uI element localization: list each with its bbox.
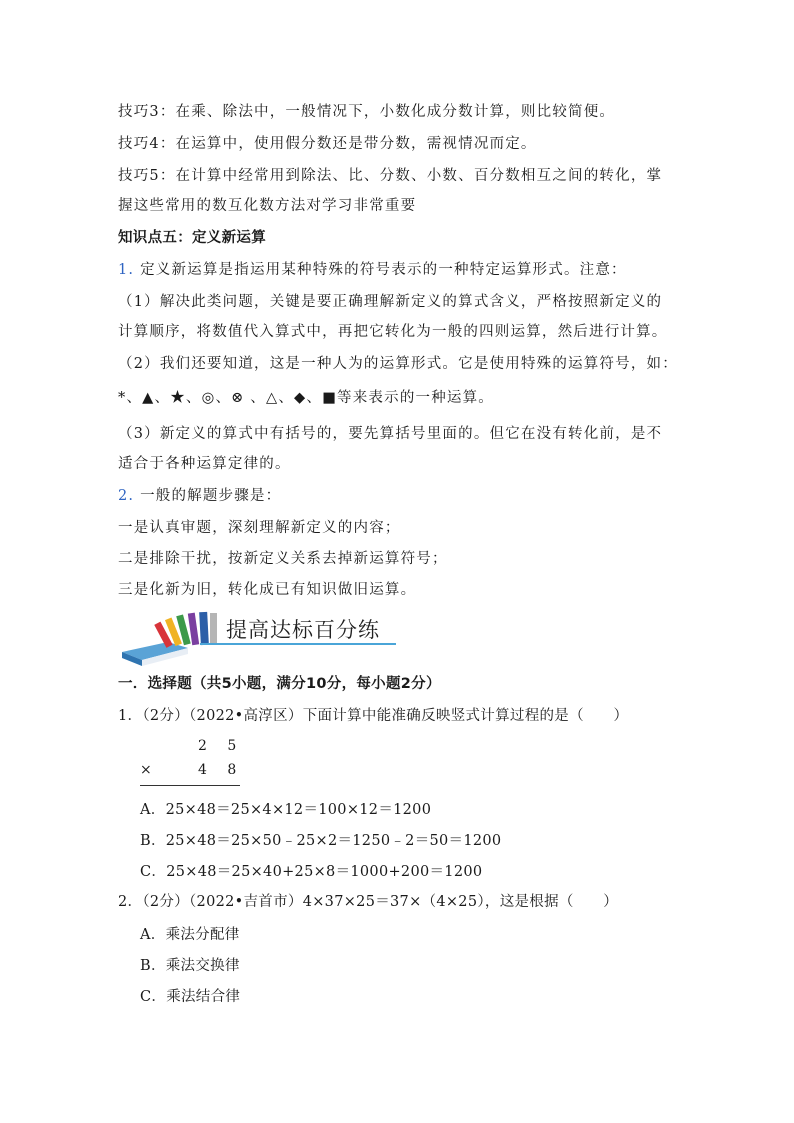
times-sign: × (140, 762, 160, 778)
question-2-option-b[interactable]: B．乘法交换律 (140, 958, 240, 974)
section-title: 一．选择题（共5小题，满分10分，每小题2分） (118, 676, 441, 692)
banner-underline (200, 643, 396, 645)
question-1-option-c[interactable]: C．25×48＝25×40+25×8＝1000+200＝1200 (140, 864, 483, 880)
tip-4: 技巧4：在运算中，使用假分数还是带分数，需视情况而定。 (118, 136, 537, 152)
point-1a-line-1: （1）解决此类问题，关键是要正确理解新定义的算式含义，严格按照新定义的 (118, 294, 663, 310)
point-1-number: 1. (118, 262, 135, 278)
banner-title: 提高达标百分练 (226, 618, 380, 642)
point-2-text: 一般的解题步骤是： (140, 488, 282, 504)
point-1c-line-1: （3）新定义的算式中有括号的，要先算括号里面的。但它在没有转化前，是不 (118, 426, 663, 442)
knowledge-heading: 知识点五：定义新运算 (118, 230, 266, 246)
point-2-number: 2. (118, 488, 135, 504)
point-2 (118, 486, 281, 506)
tip-5-line-1: 技巧5：在计算中经常用到除法、比、分数、小数、百分数相互之间的转化，掌 (118, 168, 663, 184)
question-2-stem: 2．（2分）（2022•吉首市）4×37×25＝37×（4×25），这是根据（ ） (118, 894, 619, 910)
point-1c-line-2: 适合于各种运算定律的。 (118, 456, 291, 472)
step-1: 一是认真审题，深刻理解新定义的内容； (118, 520, 401, 536)
question-2-option-a[interactable]: A．乘法分配律 (140, 927, 240, 943)
tip-5-line-2: 握这些常用的数互化数方法对学习非常重要 (118, 198, 417, 214)
question-1-stem: 1．（2分）（2022•高淳区）下面计算中能准确反映竖式计算过程的是（ ） (118, 708, 629, 724)
step-3: 三是化新为旧，转化成已有知识做旧运算。 (118, 582, 417, 598)
point-1b-line-2: *、▲、★、◎、⊗ 、△、◆、■等来表示的一种运算。 (118, 390, 495, 406)
point-1 (118, 260, 627, 280)
vertical-multiplication (140, 738, 250, 790)
point-1a-line-2: 计算顺序，将数值代入算式中，再把它转化为一般的四则运算，然后进行计算。 (118, 324, 668, 340)
question-2-option-c[interactable]: C．乘法结合律 (140, 989, 241, 1005)
point-1-text: 定义新运算是指运用某种特殊的符号表示的一种特定运算形式。注意： (140, 262, 627, 278)
point-1b-line-1: （2）我们还要知道，这是一种人为的运算形式。它是使用特殊的运算符号，如： (118, 356, 678, 372)
tip-3: 技巧3：在乘、除法中，一般情况下，小数化成分数计算，则比较简便。 (118, 104, 616, 120)
multiplier: 4 8 (198, 762, 245, 778)
multiplicand: 2 5 (198, 738, 245, 754)
question-1-option-b[interactable]: B．25×48＝25×50﹣25×2＝1250﹣2＝50＝1200 (140, 833, 502, 849)
question-1-option-a[interactable]: A．25×48＝25×4×12＝100×12＝1200 (140, 802, 432, 818)
vertical-rule (140, 785, 240, 786)
step-2: 二是排除干扰，按新定义关系去掉新运算符号； (118, 551, 448, 567)
